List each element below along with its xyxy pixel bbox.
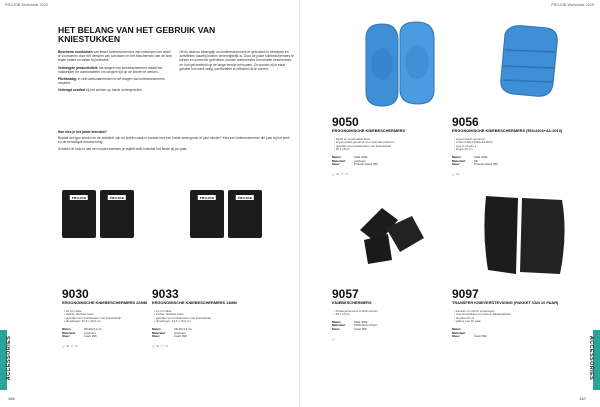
spec-key: Materiaal: [332, 158, 346, 163]
product-9056 [452, 116, 577, 176]
intro-col-2 [180, 50, 295, 96]
spec-value: zwart 999 [174, 334, 187, 339]
product-image-9030-a [62, 190, 96, 238]
product-bullet: • 22 mm dikte [64, 308, 82, 313]
product-name: ERGONOMISCHE KNIEBESCHERMERS 11MM [152, 300, 237, 305]
product-code: 9056 [452, 115, 479, 129]
spec-key: Kleur: [62, 334, 71, 339]
product-specs [152, 328, 192, 339]
product-name: TRANSFER KNIEVERSTEVIGING (PAKKET VAN 10 PAAR) [452, 300, 559, 305]
brand-logo: PROJOB [199, 195, 215, 200]
spec-value: polyfoam [354, 158, 366, 163]
product-bullet: • 26 x 18 cm [334, 147, 350, 152]
product-code: 9050 [332, 115, 359, 129]
product-name: ERGONOMISCHE KNIEBESCHERMERS 22MM [62, 300, 147, 305]
spec-key: Maten: [452, 154, 462, 159]
product-bullet: • ergonomisch gevormd voor optimale pasvorm [334, 140, 395, 145]
spec-value: Proteck blauw 555 [474, 162, 498, 167]
howto-text: Schakel de hulp in van een expert wanneer je twijfelt welk kniestuk het beste bij jou past. [58, 146, 188, 151]
product-bullet: • breedte 22 cm [454, 315, 475, 320]
spec-row [452, 163, 498, 167]
spec-value: - [474, 326, 475, 331]
intro-paragraph [180, 50, 295, 71]
product-bullet: • afmetingen: 24,5 x 16,5 cm [64, 319, 101, 324]
spec-value: polyfoam [174, 330, 186, 335]
intro-columns [58, 50, 294, 96]
spec-key: Kleur: [452, 162, 461, 167]
spec-value: ONE SIZE [474, 154, 488, 159]
product-bullet: • type 2, niveau 1 [454, 143, 477, 148]
product-specs [332, 321, 378, 332]
spec-value: zwart 999 [354, 327, 367, 332]
intro-paragraph [58, 88, 173, 92]
page-number: 166 [8, 396, 15, 401]
product-bullet: • pakket met 10 paar [454, 319, 481, 324]
intro-col-1 [58, 50, 173, 96]
product-9057 [332, 288, 447, 341]
spec-row [452, 335, 487, 339]
spec-value: 25x16x2,2 cm [84, 326, 102, 331]
intro-text: bij het werken op harde ondergronden. [86, 88, 143, 93]
product-bullets [332, 138, 447, 152]
intro-lead: Plichtmatig: [58, 77, 77, 82]
kneepad-segmented-shape [501, 26, 558, 97]
running-head-right: PROJOB Workwear 2025 [551, 3, 594, 7]
product-bullet: • 11 mm dikte [154, 308, 172, 313]
spec-row [152, 335, 192, 339]
spec-row [332, 328, 378, 332]
product-9030 [62, 288, 162, 348]
transfer-sheet-a [484, 196, 518, 274]
spec-key: Kleur: [152, 334, 161, 339]
product-bullet: • geschikt voor kniebroeken met kniestukzak [334, 143, 391, 148]
spec-key: Kleur: [452, 334, 461, 339]
spec-key: Maten: [332, 154, 342, 159]
howto-section [58, 130, 294, 153]
spec-row [332, 163, 378, 167]
howto-text: Bepaal het type knieën en de activiteit: zijn de knieën vaak in contact met een harde ondergrond of juist minder? Kies een kniebeschermer die past bij het werk en de benodigde bescherming. [58, 136, 290, 145]
product-9033 [152, 288, 262, 348]
intro-paragraph [58, 50, 173, 63]
product-bullet: • zachte, flexibele foam [154, 312, 184, 317]
spec-value: Proteck blauw 555 [354, 162, 378, 167]
product-bullets [452, 310, 577, 324]
product-9050 [332, 116, 447, 176]
product-bullet: • zachte, flexibele foam [64, 312, 94, 317]
product-bullet: • afmetingen: 24,5 x 16,5 cm [154, 319, 191, 324]
product-bullet: • conform EN 14404+A1:2010 [454, 140, 493, 145]
spec-value: 25x16x1,1 cm [174, 326, 192, 331]
product-image-9056 [495, 22, 565, 102]
product-image-9033-a [190, 190, 224, 238]
intro-lead: Bescherm voorkomen [58, 50, 93, 54]
product-image-9050 [360, 20, 440, 110]
kneepad-right-dome [405, 45, 429, 79]
product-name: KNIEBESCHERMERS [332, 300, 372, 305]
product-specs [332, 156, 378, 167]
product-code: 9033 [152, 287, 179, 301]
product-bullet: • geschikt voor kniebroeken met kniestukzak [64, 315, 121, 320]
kneepad-black-c [364, 234, 392, 264]
care-icons: ◻ ⊞ ▭ ⊡ [152, 344, 169, 349]
product-specs [452, 156, 498, 167]
kneepad-left-dome [371, 48, 393, 80]
brand-logo: PROJOB [71, 195, 87, 200]
product-image-9097 [480, 190, 570, 280]
product-bullets [452, 138, 577, 152]
spec-key: Kleur: [332, 327, 341, 332]
care-icons: ◻ ⊞ ▭ ⊡ [62, 344, 79, 349]
product-bullets [152, 310, 262, 324]
spec-value: PE [474, 158, 478, 163]
intro-text: Het is daarom belangrijk om kniebeschermers te gebruiken in beroepen en activiteiten waarbij knielen onvermijdelijk is. Door de juiste kniebeschermers te kiezen en correct te gebruiken, kunnen werknemers hun knieën beschermen en hun gezondheid op de lange termijn behouden. Zo worden zij in staat gesteld hun werk veilig, comfortabel en efficiënt uit te voeren. [179, 50, 294, 71]
product-name: ERGONOMISCHE KNIEBESCHERMERS (EN14404+A1:2010) [452, 128, 563, 133]
spec-key: Materiaal: [152, 330, 166, 335]
care-icons: ◻ [332, 336, 335, 341]
page-number: 167 [579, 396, 586, 401]
spec-value: zwart 999 [84, 334, 97, 339]
product-code: 9097 [452, 287, 479, 301]
section-label: ACCESSORIES [6, 335, 13, 381]
product-image-9033-b [228, 190, 262, 238]
intro-text: in veel werkzaamheden is het dragen van kniebeschermers verplicht. [58, 77, 165, 86]
product-bullet: • geschikt voor kniebroeken met kniestukzak [154, 315, 211, 320]
product-image-9030-b [100, 190, 134, 238]
running-head-left: PROJOB Workwear 2025 [5, 3, 48, 7]
intro-paragraph [58, 77, 173, 85]
spec-value: zwart 999 [474, 334, 487, 339]
section-label: ACCESSORIES [587, 335, 594, 381]
spec-value: ONE SIZE [354, 154, 368, 159]
spec-row [62, 335, 102, 339]
product-bullet: • ergonomisch gevormd [454, 136, 485, 141]
product-specs [62, 328, 102, 339]
intro-lead: Verlengd comfort [58, 88, 86, 93]
spec-value: 100% EVA schuim [354, 323, 378, 328]
howto-question: Hoe kies je het juiste kniestuk? [58, 130, 107, 134]
product-code: 9030 [62, 287, 89, 301]
intro-title: HET BELANG VAN HET GEBRUIK VAN KNIESTUKKEN [58, 25, 216, 45]
spec-key: Materiaal: [332, 323, 346, 328]
product-bullet: • 25 x 15 cm [334, 312, 350, 317]
product-specs [452, 328, 487, 339]
spec-key: Kleur: [332, 162, 341, 167]
intro-text: van letsel: kniebeschermers zijn ontworpen om letsel te voorkomen door het dempen van schokken en het beschermen van de knie tegen stoten en vallen bij kniewerk. [58, 50, 172, 63]
spec-key: Maten: [62, 326, 72, 331]
product-bullet: • transfer om zelf te verstevigen [454, 308, 495, 313]
spec-value: ONE SIZE [354, 319, 368, 324]
product-image-9057 [352, 200, 432, 270]
spec-key: Maten: [152, 326, 162, 331]
care-icons: ◻ ⊞ ▭ ⊡ [332, 172, 349, 177]
product-bullet: • Zacht en comfortabel foam [334, 136, 371, 141]
product-bullets [62, 310, 162, 324]
product-bullets [332, 310, 447, 317]
right-page [300, 0, 600, 407]
transfer-sheet-b [520, 198, 565, 274]
spec-key: Maten: [332, 319, 342, 324]
product-bullet: • lengte 26 cm [454, 147, 473, 152]
spec-value: - [474, 330, 475, 335]
product-bullet: • voor kniestukken en andere slijtageplekken [454, 312, 512, 317]
intro-text: het dragen van kniebeschermers maakt het makkelijker en comfortabeler om langere tijd op de knieën te werken. [58, 65, 163, 74]
intro-paragraph [58, 66, 173, 74]
product-9097 [452, 288, 577, 344]
brand-logo: PROJOB [237, 195, 253, 200]
intro-lead: Verhoogde productiviteit: [58, 65, 98, 70]
care-icons: ◻ ⊞ [452, 172, 460, 177]
product-code: 9057 [332, 287, 359, 301]
spec-key: Materiaal: [62, 330, 76, 335]
spec-key: Maten: [452, 326, 462, 331]
product-bullet: • Kniebeschermers in EVA-schuim [334, 308, 378, 313]
brand-logo: PROJOB [109, 195, 125, 200]
spec-key: Materiaal: [452, 330, 466, 335]
spec-value: polyfoam [84, 330, 96, 335]
spec-key: Materiaal: [452, 158, 466, 163]
product-name: ERGONOMISCHE KNIEBESCHERMERS [332, 128, 406, 133]
